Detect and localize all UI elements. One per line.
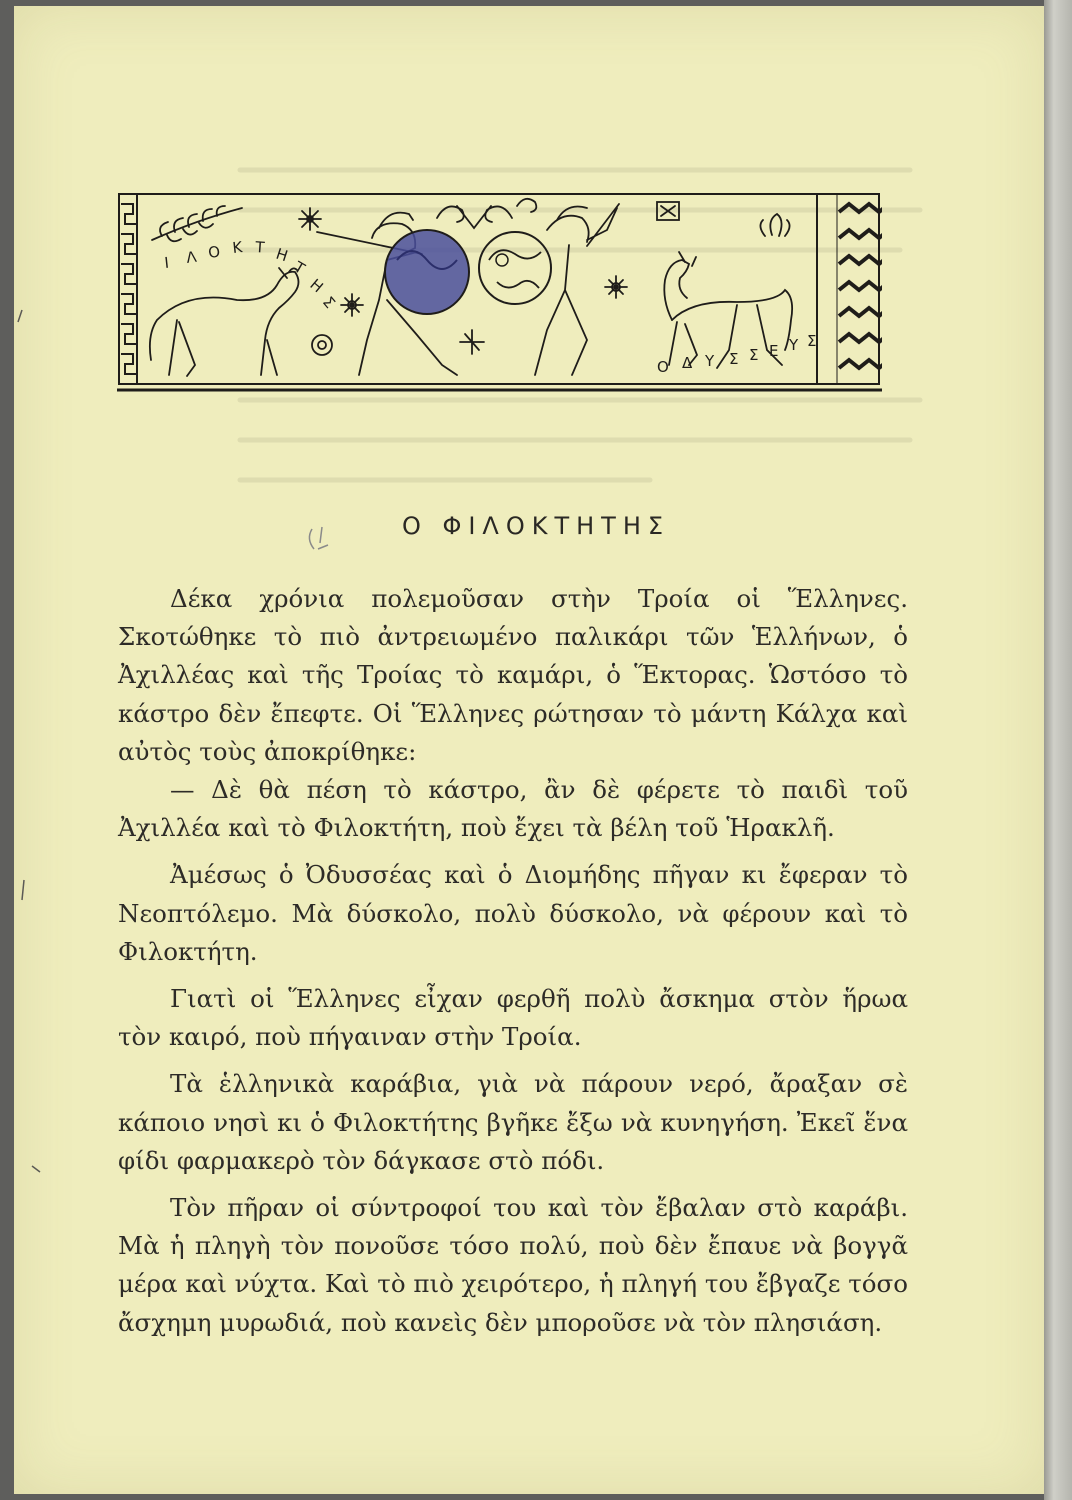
svg-text:Σ: Σ (807, 332, 817, 350)
svg-text:Υ: Υ (705, 352, 715, 370)
body-text (118, 580, 908, 1342)
svg-text:Κ: Κ (231, 238, 244, 257)
svg-text:Τ: Τ (254, 238, 266, 257)
margin-pencil-ticks (0, 0, 100, 1500)
svg-text:Η: Η (306, 275, 327, 297)
svg-text:Σ: Σ (318, 293, 339, 312)
svg-text:Ι: Ι (163, 253, 170, 272)
paragraph: Τὸν πῆραν οἱ σύντροφοί του καὶ τὸν ἔβαλαν στὸ καράβι. Μὰ ἡ πληγὴ τὸν πονοῦσε τόσο πολύ, ποὺ δὲν ἔπαυε νὰ βογγᾶ μέρα καὶ νύχτα. Καὶ τὸ πιὸ χειρότερο, ἡ πληγή του ἔβγαζε τόσο ἄσχημη μυρωδιά, ποὺ κανεὶς δὲν μποροῦσε νὰ τὸν πλησιάση. (118, 1193, 908, 1337)
svg-text:Σ: Σ (729, 350, 739, 368)
paragraph: Ἀμέσως ὁ Ὀδυσσέας καὶ ὁ Διομήδης πῆγαν κι ἔφεραν τὸ Νεοπτόλεμο. Μὰ δύσκολο, πολὺ δύσκολο, νὰ φέρουν καὶ τὸ Φιλοκτήτη. (118, 860, 908, 966)
svg-text:Λ: Λ (185, 247, 198, 267)
svg-text:Ο: Ο (657, 358, 669, 376)
chapter-title: Ο ΦΙΛΟΚΤΗΤΗΣ (401, 512, 671, 540)
svg-text:Σ: Σ (749, 346, 759, 364)
paragraph: Τὰ ἑλληνικὰ καράβια, γιὰ νὰ πάρουν νερό, ἄραξαν σὲ κάποιο νησὶ κι ὁ Φιλοκτήτης βγῆκε ἔξω νὰ κυνηγήση. Ἐκεῖ ἕνα φίδι φαρμακερὸ τὸν δάγκασε στὸ πόδι. (118, 1069, 908, 1175)
svg-text:Η: Η (273, 244, 291, 266)
svg-text:Υ: Υ (789, 336, 799, 354)
svg-text:Τ: Τ (291, 257, 308, 279)
paragraph: Δέκα χρόνια πολεμοῦσαν στὴν Τροία οἱ Ἕλληνες. Σκοτώθηκε τὸ πιὸ ἀντρειωμένο παλικάρι τῶν Ἑλλήνων, ὁ Ἀχιλλέας καὶ τῆς Τροίας τὸ καμάρι, ὁ Ἕκτορας. Ὡστόσο τὸ κάστρο δὲν ἔπεφτε. Οἱ Ἕλληνες ρώτησαν τὸ μάντη Κάλχα καὶ αὐτὸς τοὺς ἀποκρίθηκε: (118, 584, 908, 766)
svg-text:Ο: Ο (207, 242, 222, 262)
page-edge (1044, 0, 1072, 1500)
svg-text:Ε: Ε (769, 342, 779, 360)
svg-text:Δ: Δ (682, 354, 693, 372)
paragraph: Γιατὶ οἱ Ἕλληνες εἶχαν φερθῆ πολὺ ἄσκημα στὸν ἥρωα τὸν καιρό, ποὺ πήγαιναν στὴν Τροία. (118, 984, 908, 1052)
paragraph: — Δὲ θὰ πέση τὸ κάστρο, ἂν δὲ φέρετε τὸ παιδὶ τοῦ Ἀχιλλέα καὶ τὸ Φιλοκτήτη, ποὺ ἔχει τὰ βέλη τοῦ Ἡρακλῆ. (118, 775, 908, 843)
vase-frieze-illustration (117, 190, 882, 398)
